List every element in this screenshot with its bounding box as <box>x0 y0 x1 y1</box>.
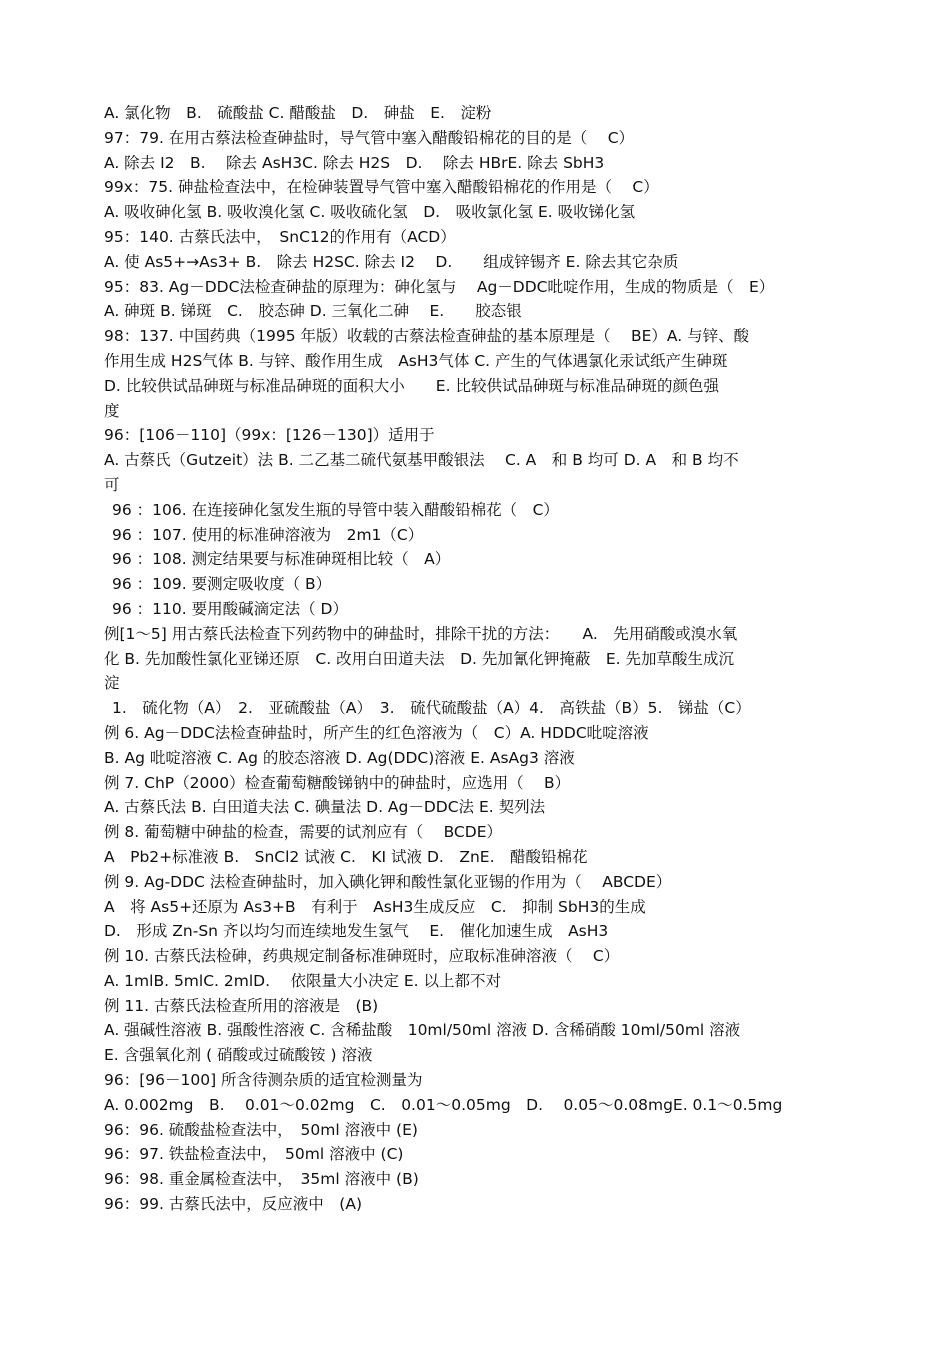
text-line: 例 10. 古蔡氏法检砷，药典规定制备标准砷斑时，应取标准砷溶液（ C） <box>104 947 620 966</box>
text-line: A Pb2+标准液 B. SnCl2 试液 C. KI 试液 D. ZnE. 醋酸铅棉花 <box>104 847 588 866</box>
text-line: A. 砷斑 B. 锑斑 C. 胶态砷 D. 三氧化二砷 E. 胶态银 <box>104 302 522 321</box>
text-line: D. 比较供试品砷斑与标准品砷斑的面积大小 E. 比较供试品砷斑与标准品砷斑的颜色强 <box>104 376 719 395</box>
text-line: 可 <box>104 475 120 494</box>
text-line: 例 6. Ag－DDC法检查砷盐时，所产生的红色溶液为（ C）A. HDDC吡啶溶液 <box>104 723 649 742</box>
text-line: 例 8. 葡萄糖中砷盐的检查，需要的试剂应有（ BCDE） <box>104 823 502 842</box>
text-line: 99x：75. 砷盐检查法中，在检砷装置导气管中塞入醋酸铅棉花的作用是（ C） <box>104 178 659 197</box>
text-line: 化 B. 先加酸性氯化亚锑还原 C. 改用白田道夫法 D. 先加氰化钾掩蔽 E. 先加草酸生成沉 <box>104 649 735 668</box>
text-line: 1. 硫化物（A） 2. 亚硫酸盐（A） 3. 硫代硫酸盐（A）4. 高铁盐（B）5. 锑盐（C） <box>112 699 751 718</box>
text-line: 96：97. 铁盐检查法中， 50ml 溶液中 (C) <box>104 1145 404 1164</box>
text-line: 96：98. 重金属检查法中， 35ml 溶液中 (B) <box>104 1170 419 1189</box>
text-line: D. 形成 Zn-Sn 齐以均匀而连续地发生氢气 E. 催化加速生成 AsH3 <box>104 922 609 941</box>
text-line: 96：[96－100] 所含待测杂质的适宜检测量为 <box>104 1071 423 1090</box>
text-line: A. 古蔡氏（Gutzeit）法 B. 二乙基二硫代氨基甲酸银法 C. A 和 B 均可 D. A 和 B 均不 <box>104 451 739 470</box>
text-line: 96 ：110. 要用酸碱滴定法（ D） <box>112 599 348 618</box>
text-line: A 将 As5+还原为 As3+B 有利于 AsH3生成反应 C. 抑制 SbH3的生成 <box>104 897 646 916</box>
text-line: A. 强碱性溶液 B. 强酸性溶液 C. 含稀盐酸 10ml/50ml 溶液 D. 含稀硝酸 10ml/50ml 溶液 <box>104 1021 741 1040</box>
text-line: 96 ：106. 在连接砷化氢发生瓶的导管中装入醋酸铅棉花（ C） <box>112 500 559 519</box>
text-line: 96：99. 古蔡氏法中，反应液中 (A) <box>104 1195 362 1214</box>
text-line: A. 使 As5+→As3+ B. 除去 H2SC. 除去 I2 D. 组成锌锡齐 E. 除去其它杂质 <box>104 252 679 271</box>
text-line: 97：79. 在用古蔡法检查砷盐时，导气管中塞入醋酸铅棉花的目的是（ C） <box>104 128 635 147</box>
text-line: 96 ：108. 测定结果要与标准砷斑相比较（ A） <box>112 550 451 569</box>
text-line: 作用生成 H2S气体 B. 与锌、酸作用生成 AsH3气体 C. 产生的气体遇氯化汞试纸产生砷斑 <box>104 351 728 370</box>
text-line: 96：96. 硫酸盐检查法中， 50ml 溶液中 (E) <box>104 1120 418 1139</box>
text-line: 例[1～5] 用古蔡氏法检查下列药物中的砷盐时，排除干扰的方法： A. 先用硝酸或溴水氧 <box>104 624 738 643</box>
text-line: A. 氯化物 B. 硫酸盐 C. 醋酸盐 D. 砷盐 E. 淀粉 <box>104 104 492 122</box>
text-line: 98：137. 中国药典（1995 年版）收载的古蔡法检查砷盐的基本原理是（ BE）A. 与锌、酸 <box>104 327 750 346</box>
text-line: A. 1mlB. 5mlC. 2mlD. 依限量大小决定 E. 以上都不对 <box>104 971 502 990</box>
text-line: A. 0.002mg B. 0.01～0.02mg C. 0.01～0.05mg D. 0.05～0.08mgE. 0.1～0.5mg <box>104 1095 783 1114</box>
text-line: 淀 <box>104 674 120 693</box>
text-line: 度 <box>104 401 120 420</box>
text-line: 例 9. Ag-DDC 法检查砷盐时，加入碘化钾和酸性氯化亚锡的作用为（ ABCDE） <box>104 872 672 891</box>
text-line: B. Ag 吡啶溶液 C. Ag 的胶态溶液 D. Ag(DDC)溶液 E. AsAg3 溶液 <box>104 748 575 767</box>
text-line: E. 含强氧化剂 ( 硝酸或过硫酸铵 ) 溶液 <box>104 1046 373 1065</box>
text-line: 96 ：107. 使用的标准砷溶液为 2m1（C） <box>112 525 424 544</box>
document-body <box>104 101 856 1217</box>
text-line: A. 吸收砷化氢 B. 吸收溴化氢 C. 吸收硫化氢 D. 吸收氯化氢 E. 吸收锑化氢 <box>104 203 636 222</box>
text-line: 96：[106－110]（99x：[126－130]）适用于 <box>104 426 435 445</box>
text-line: A. 除去 I2 B. 除去 AsH3C. 除去 H2S D. 除去 HBrE. 除去 SbH3 <box>104 153 605 172</box>
text-line: 例 7. ChP（2000）检查葡萄糖酸锑钠中的砷盐时，应选用（ B） <box>104 773 571 792</box>
text-line: 95：83. Ag－DDC法检查砷盐的原理为：砷化氢与 Ag－DDC吡啶作用，生成的物质是（ E） <box>104 277 775 296</box>
text-line: A. 古蔡氏法 B. 白田道夫法 C. 碘量法 D. Ag－DDC法 E. 契列法 <box>104 798 546 817</box>
text-line: 95：140. 古蔡氏法中， SnC12的作用有（ACD） <box>104 227 456 246</box>
text-line: 例 11. 古蔡氏法检查所用的溶液是 (B) <box>104 996 379 1015</box>
text-line: 96 ：109. 要测定吸收度（ B） <box>112 575 332 594</box>
